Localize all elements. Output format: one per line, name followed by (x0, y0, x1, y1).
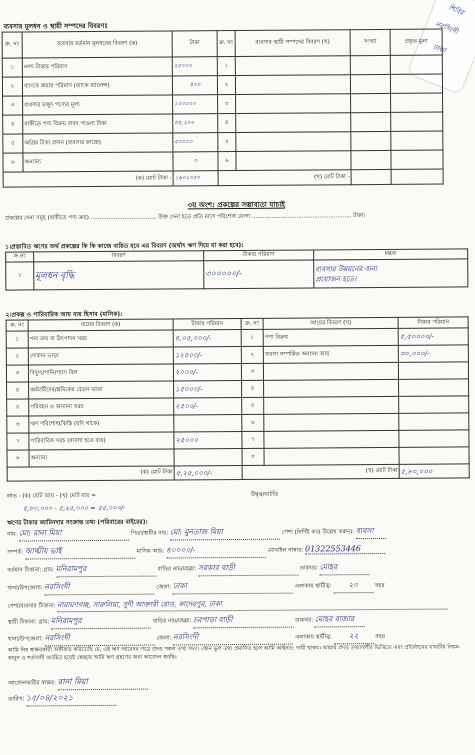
exp-row-6-amount (174, 414, 242, 431)
inc-row-1-amount: ৫,৫০০০০/- (398, 328, 468, 345)
inc-row-7-desc (264, 430, 399, 448)
guarantor-district-label: জেলা: (156, 584, 172, 591)
guarantor-relation-row (7, 544, 385, 560)
cap-row-3-label: ব্যবসার মজুদ পণ্যের মূল্য (23, 95, 173, 115)
declaration-text: আমি নিম্ন স্বাক্ষরকারী অঙ্গীকার করিতেছি যে, এই ঋণ আবেদন পত্রে প্রদত্ত সকল তথ্য সত্য। কোন ভুল তথ্য প্রমাণিত হলে আমি আইনত: দায়ী থাকব। আমার প্রদত্ত তথ্যাবলীর ভিত্তিতে এবং প্রতিষ্ঠানের যাবতীয় নিয়ম-কানুন ও শর্তাবলী অবহিত হয়েই স্বেচ্ছায় আমি ঋণ গ্রহণের জন্য আবেদন করছি। (7, 644, 461, 662)
inc-row-5-amount (399, 396, 469, 413)
cap-row-1-amount: ২৫০০০ (172, 57, 217, 76)
cap-row-1-label: নগদ টাকার পরিমাণ (22, 57, 172, 77)
guarantor-name-row (7, 526, 386, 542)
purpose-table (5, 248, 468, 290)
profit-surplus-label: উদ্বৃত্ত/ঘাটতি (250, 491, 279, 498)
exp-row-3-sl: ৩ (6, 365, 28, 382)
inc-row-5-desc (264, 396, 399, 414)
asset-row-5-sl: ৫ (218, 133, 236, 152)
guarantor-perm-label: স্থায়ী ঠিকানা: গ্রাম: (7, 619, 50, 626)
purpose-row-sl: ১ (6, 262, 34, 290)
signature-value: রানা মিয়া (58, 676, 148, 691)
guarantor-thana-value: নরসিংদী (44, 582, 154, 596)
guarantor-income-label: মাসিক আয়: (136, 548, 165, 555)
exp-row-8-amount (174, 448, 242, 465)
inc-hdr-desc: আয়ের বিবরণ (খ) (263, 317, 398, 329)
guarantor-mobile-label: মোবাইল নাম্বার: (267, 547, 304, 554)
guarantor-business-label: পেশা/ব্যবসার ঠিকানা: (7, 603, 56, 610)
hdr-asset-price: প্রকৃত মূল্য (390, 29, 442, 55)
asset-row-3-price (391, 93, 443, 112)
asset-row-1-sl: ১ (217, 57, 235, 76)
asset-row-6-count (351, 150, 391, 169)
exp-total-label: (ক) মোট টাকা (7, 466, 174, 481)
exp-row-7-desc: পারিবারিক খরচ (ব্যবসা হতে ব্যয়) (29, 432, 174, 450)
inc-row-6-desc (264, 413, 399, 431)
income-expense-table (6, 316, 470, 481)
asset-row-5-desc (236, 132, 351, 152)
cap-row-6-amount: ০ (173, 152, 218, 171)
asset-row-4-sl: ৪ (218, 114, 236, 133)
cap-row-2-sl: ২ (2, 77, 22, 96)
guarantor-father-value: মো: মুনতাজ মিয়া (170, 527, 280, 541)
hdr-capital-desc: ব্যবসার বর্তমান মূলধনের বিবরণ (ক) (22, 31, 172, 58)
exp-row-1-amount: ৪,০৫,০০০/- (173, 329, 241, 346)
asset-row-6-desc (236, 151, 351, 171)
asset-row-2-count (350, 74, 390, 93)
inc-row-6-sl: ৬ (242, 414, 264, 431)
guarantor-mobile-value: 01322553446 (305, 544, 385, 555)
guarantor-occupation-label: পেশা (নির্দিষ্ট করে উল্লেখ করুন): (281, 529, 355, 536)
cap-row-4-label: বাকীতে পণ্য বিক্রয় বাবদ পাওনা টাকা (23, 114, 173, 134)
guarantor-stay-unit: বছর (375, 582, 385, 590)
cap-row-2-label: ব্যাংকে জমার পরিমাণ (ব্যাংক ব্যালেন্স) (22, 76, 172, 96)
guarantor-father-label: পিতা/স্বামীর নাম: (130, 530, 169, 537)
exp-hdr-amount: টাকার পরিমান (173, 318, 241, 329)
asset-row-1-desc (235, 56, 350, 76)
exp-row-4-desc: কর্মচারীদের/শ্রমিকের বেতন ভাতা (29, 381, 174, 399)
guarantor-perm-stay-unit: বছর (375, 633, 385, 641)
inc-total-label: (খ) মোট টাকা (242, 464, 399, 479)
inc-row-4-amount (399, 379, 469, 396)
exp-row-2-desc: দোকান ভাড়া (28, 347, 173, 365)
exp-row-3-amount: ২০০০/- (173, 363, 241, 380)
exp-row-8-desc: অন্যান্য (29, 449, 174, 467)
asset-row-2-price (390, 74, 442, 93)
inc-total-value: ৫,৮০,০০০ (399, 464, 469, 478)
cap-row-3-sl: ৩ (3, 96, 23, 115)
section1-title: ব্যবসার মূলধন ও স্থায়ী সম্পদের বিবরণঃ (3, 21, 108, 31)
exp-row-4-amount: ১৫০০০/- (174, 380, 242, 397)
asset-total-value (391, 169, 443, 184)
asset-row-4-desc (236, 113, 351, 133)
asset-row-1-price (390, 55, 442, 74)
capital-total-label: (ক) মোট টাকা - (3, 171, 173, 187)
purpose-hdr-amount: টাকার পরিমাণ (204, 250, 314, 261)
stamp-line-1: শিবির (447, 3, 465, 18)
capital-total-value: ১৬০২০৫০ (173, 171, 218, 186)
signature-label: আবেদনকারীর স্বাক্ষর: (8, 680, 56, 687)
cap-row-5-label: অগ্রিম টাকা প্রদান (ব্যবসার কাজে) (23, 133, 173, 153)
inc-row-3-sl: ৩ (241, 363, 263, 380)
purpose-hdr-desc: বিবরণ (34, 251, 204, 262)
guarantor-present-label: বর্তমান ঠিকানা: গ্রাম: (7, 567, 55, 574)
asset-row-5-price (391, 131, 443, 150)
guarantor-perm-district-value: নরসিংদী (173, 632, 293, 646)
date-label: তারিখ: (8, 696, 25, 703)
date-row (8, 692, 116, 707)
purpose-hdr-sl: ক্র.নং (6, 252, 34, 262)
asset-row-2-sl: ২ (217, 76, 235, 95)
exp-total-value: ৫,২৫,০০০/- (174, 465, 242, 479)
asset-row-4-price (391, 112, 443, 131)
hdr-capital-amount: টাকা (172, 31, 217, 57)
asset-row-2-desc (235, 75, 350, 95)
stamp-line-3: ঢাকা (431, 42, 447, 55)
income-expense-title: ২।প্রকল্প ও পারিবারিক আয় ব্যয় হিসাব (মাসিক): (5, 310, 123, 319)
guarantor-perm-thana-label: থানা/উপজেলা: (7, 636, 44, 643)
guarantor-perm-stay-label: এলাকায় স্থায়ীত্ব: (295, 634, 332, 641)
guarantor-house-label: বাড়ির নাম/মহল্লা: (157, 566, 197, 573)
guarantor-perm-thana-row (8, 631, 385, 647)
guarantor-stay-value: ২০ (333, 580, 373, 593)
guarantor-perm-post-value: মোহর বাজার (315, 614, 365, 627)
exp-row-2-amount: ১২৫০০/- (173, 346, 241, 363)
inc-row-4-sl: ৪ (242, 380, 264, 397)
purpose-remark-line-1: ব্যবসার উন্নয়নের জন্য (315, 264, 377, 273)
cap-row-6-label: অন্যান্য (23, 152, 173, 172)
inc-row-8-amount (399, 447, 469, 464)
exp-row-1-desc: পন্য ক্রয় বা উৎপাদন খরচ (28, 330, 173, 348)
guarantor-perm-district-label: জেলা: (156, 635, 172, 642)
inc-row-1-desc: পণ্য বিক্রয় (263, 328, 398, 346)
inc-row-2-sl: ২ (241, 346, 263, 363)
exp-row-3-desc: বিদ্যুৎ/পানি/গ্যাস বিল (28, 364, 173, 382)
purpose-remark-line-2: প্রয়োজন হতে। (315, 274, 357, 283)
exp-row-4-sl: ৪ (7, 382, 29, 399)
asset-row-3-desc (236, 94, 351, 114)
hdr-asset-count: সংখ্যা (350, 29, 390, 55)
purpose-row-remark (314, 259, 468, 288)
cap-row-6-sl: ৬ (3, 153, 23, 172)
exp-row-2-sl: ২ (6, 348, 28, 365)
exp-row-7-amount: ২৫০০০ (174, 431, 242, 448)
section3-debt-line: প্রকল্পের দেনা সমূহ (বাকীতে পণ্য ক্রয়) ..................................... উক্ত দেনা হতে প্রতি মাসে পরিশোধ যোগ্য ........................................................ টাকা। (4, 213, 366, 222)
purpose-hdr-remark: মন্তব্য (314, 249, 468, 260)
cap-row-5-sl: ৫ (3, 134, 23, 153)
inc-row-7-amount (399, 430, 469, 447)
inc-row-2-amount: ৩০,০০০/- (398, 345, 468, 362)
cap-row-3-amount: ১০০০০০ (173, 95, 218, 114)
guarantor-thana-label: থানা/উপজেলা: (7, 585, 43, 592)
asset-total-label: (খ) মোট টাকা - (218, 170, 351, 186)
guarantor-relation-value: আত্মীয় ভাই (25, 546, 135, 560)
stamp-line-2: নরসিংদী (434, 20, 459, 37)
signature-row (8, 676, 148, 691)
inc-row-8-sl: ৮ (242, 448, 264, 465)
asset-row-3-count (351, 93, 391, 112)
inc-row-6-amount (399, 413, 469, 430)
exp-row-6-desc: ঋণ পরিশোধ(কিস্তি (যদি থাকে) (29, 415, 174, 433)
cap-row-4-amount: ৩৫,২০০ (173, 114, 218, 133)
hdr-sl: ক্র. নং (2, 32, 22, 58)
guarantor-name-label: নাম: (7, 531, 18, 538)
profit-calculation: ৫,৮০,০০০ - ৫,২৫,০০০ = ৫৫,০০০/- (22, 503, 126, 513)
guarantor-present-value: মনিরামপুর (56, 564, 156, 578)
inc-row-3-desc (263, 362, 398, 380)
profit-label: লাভ - (ক) মোট আয় - (খ) মোট ব্যয় = (6, 492, 96, 500)
inc-row-7-sl: ৭ (242, 431, 264, 448)
exp-row-5-amount: ২৫০০/- (174, 397, 242, 414)
guarantor-perm-house-label: বাড়ির নাম/মহল্লা: (152, 618, 192, 625)
guarantor-district-value: ঢাকা (173, 581, 293, 595)
asset-row-5-count (351, 131, 391, 150)
section3-title: ৩য় অংশ: প্রকল্পের সম্ভাব্যতা যাচাই (187, 200, 285, 210)
exp-hdr-desc: ব্যয়ের বিবরণ (ক) (28, 319, 173, 331)
cap-row-5-amount: ৫০০০০ (173, 133, 218, 152)
exp-row-5-sl: ৫ (7, 399, 29, 416)
guarantor-title: ঋণের টাকার জামিনদার সংক্রান্ত তথ্য (পরিবারের বাইরের): (6, 518, 148, 527)
guarantor-permanent-row (8, 614, 365, 629)
purpose-title: ১।প্রস্তাবিত ঋণের অর্থ প্রকল্পের কি কি কাজে ব্যয়িত হবে এর বিবরণ (অর্থাৎ ঋণ দিয়ে মা করা হবে): (5, 241, 244, 251)
guarantor-perm-thana-value: নরসিংদী (45, 633, 155, 647)
inc-hdr-sl: ক্র. নং (241, 318, 263, 329)
cap-row-1-sl: ১ (2, 58, 22, 77)
guarantor-perm-value: মনিরামপুর (51, 616, 151, 630)
asset-row-6-sl: ৬ (218, 152, 236, 171)
hdr-rsl: ক্র. নং (217, 31, 235, 57)
guarantor-present-row (7, 562, 369, 578)
inc-row-2-desc: ব্যবসা সম্পর্কিত অন্যান্য আয় (263, 345, 398, 363)
guarantor-business-value: নারায়ণগঞ্জ, সারুলিয়া, সুদী আক্তারী রোড, কাদেরপুর, ঢাকা (57, 597, 447, 613)
guarantor-perm-house-value: চরপাড়া বাড়ী (193, 615, 293, 629)
inc-row-3-amount (398, 362, 468, 379)
guarantor-name-value: মো: রানা মিয়া (19, 528, 129, 542)
inc-row-4-desc (264, 379, 399, 397)
cap-row-2-amount: ৪০০ (172, 76, 217, 95)
guarantor-perm-post-label: ডাকঘর: (295, 617, 314, 624)
date-value: ১৫/০৪/২০২১ (26, 692, 116, 707)
asset-row-3-sl: ৩ (218, 95, 236, 114)
inc-row-8-desc (264, 447, 399, 465)
exp-row-5-desc: পরিবহন ও অন্যান্য খরচ (29, 398, 174, 416)
exp-row-8-sl: ৮ (7, 450, 29, 467)
hdr-asset-desc: ব্যবসার স্থায়ী সম্পদের বিবরণ (খ) (235, 30, 350, 57)
exp-row-6-sl: ৬ (7, 416, 29, 433)
inc-hdr-amount: টাকার পরিমান (398, 317, 468, 328)
guarantor-relation-label: সম্পর্ক: (7, 549, 24, 556)
inc-row-5-sl: ৫ (242, 397, 264, 414)
guarantor-perm-stay-value: ২২ (334, 631, 374, 644)
guarantor-business-row (8, 597, 448, 613)
guarantor-post-value: মোহর (320, 562, 370, 575)
guarantor-thana-row (7, 580, 384, 596)
asset-row-1-count (350, 55, 390, 74)
exp-hdr-sl: ক্র. নং (6, 320, 28, 331)
asset-row-6-price (391, 150, 443, 169)
guarantor-post-label: ডাকঘর: (299, 565, 318, 572)
cap-row-4-sl: ৪ (3, 115, 23, 134)
exp-row-1-sl: ১ (6, 331, 28, 348)
purpose-row-amount: ৩০০০০০/- (204, 260, 314, 289)
asset-row-4-count (351, 112, 391, 131)
guarantor-stay-label: এলাকায় স্থায়ীত্ব: (294, 583, 332, 590)
capital-table (2, 29, 444, 188)
guarantor-occupation-value: ব্যবসা (356, 526, 386, 539)
guarantor-income-value: ৪০০০০/- (166, 545, 266, 559)
exp-row-7-sl: ৭ (7, 433, 29, 450)
asset-total-count (351, 169, 391, 184)
guarantor-house-value: সরকার বাড়ী (198, 563, 298, 577)
purpose-row-desc: মূলধন বৃদ্ধি (34, 261, 204, 290)
inc-row-1-sl: ১ (241, 329, 263, 346)
